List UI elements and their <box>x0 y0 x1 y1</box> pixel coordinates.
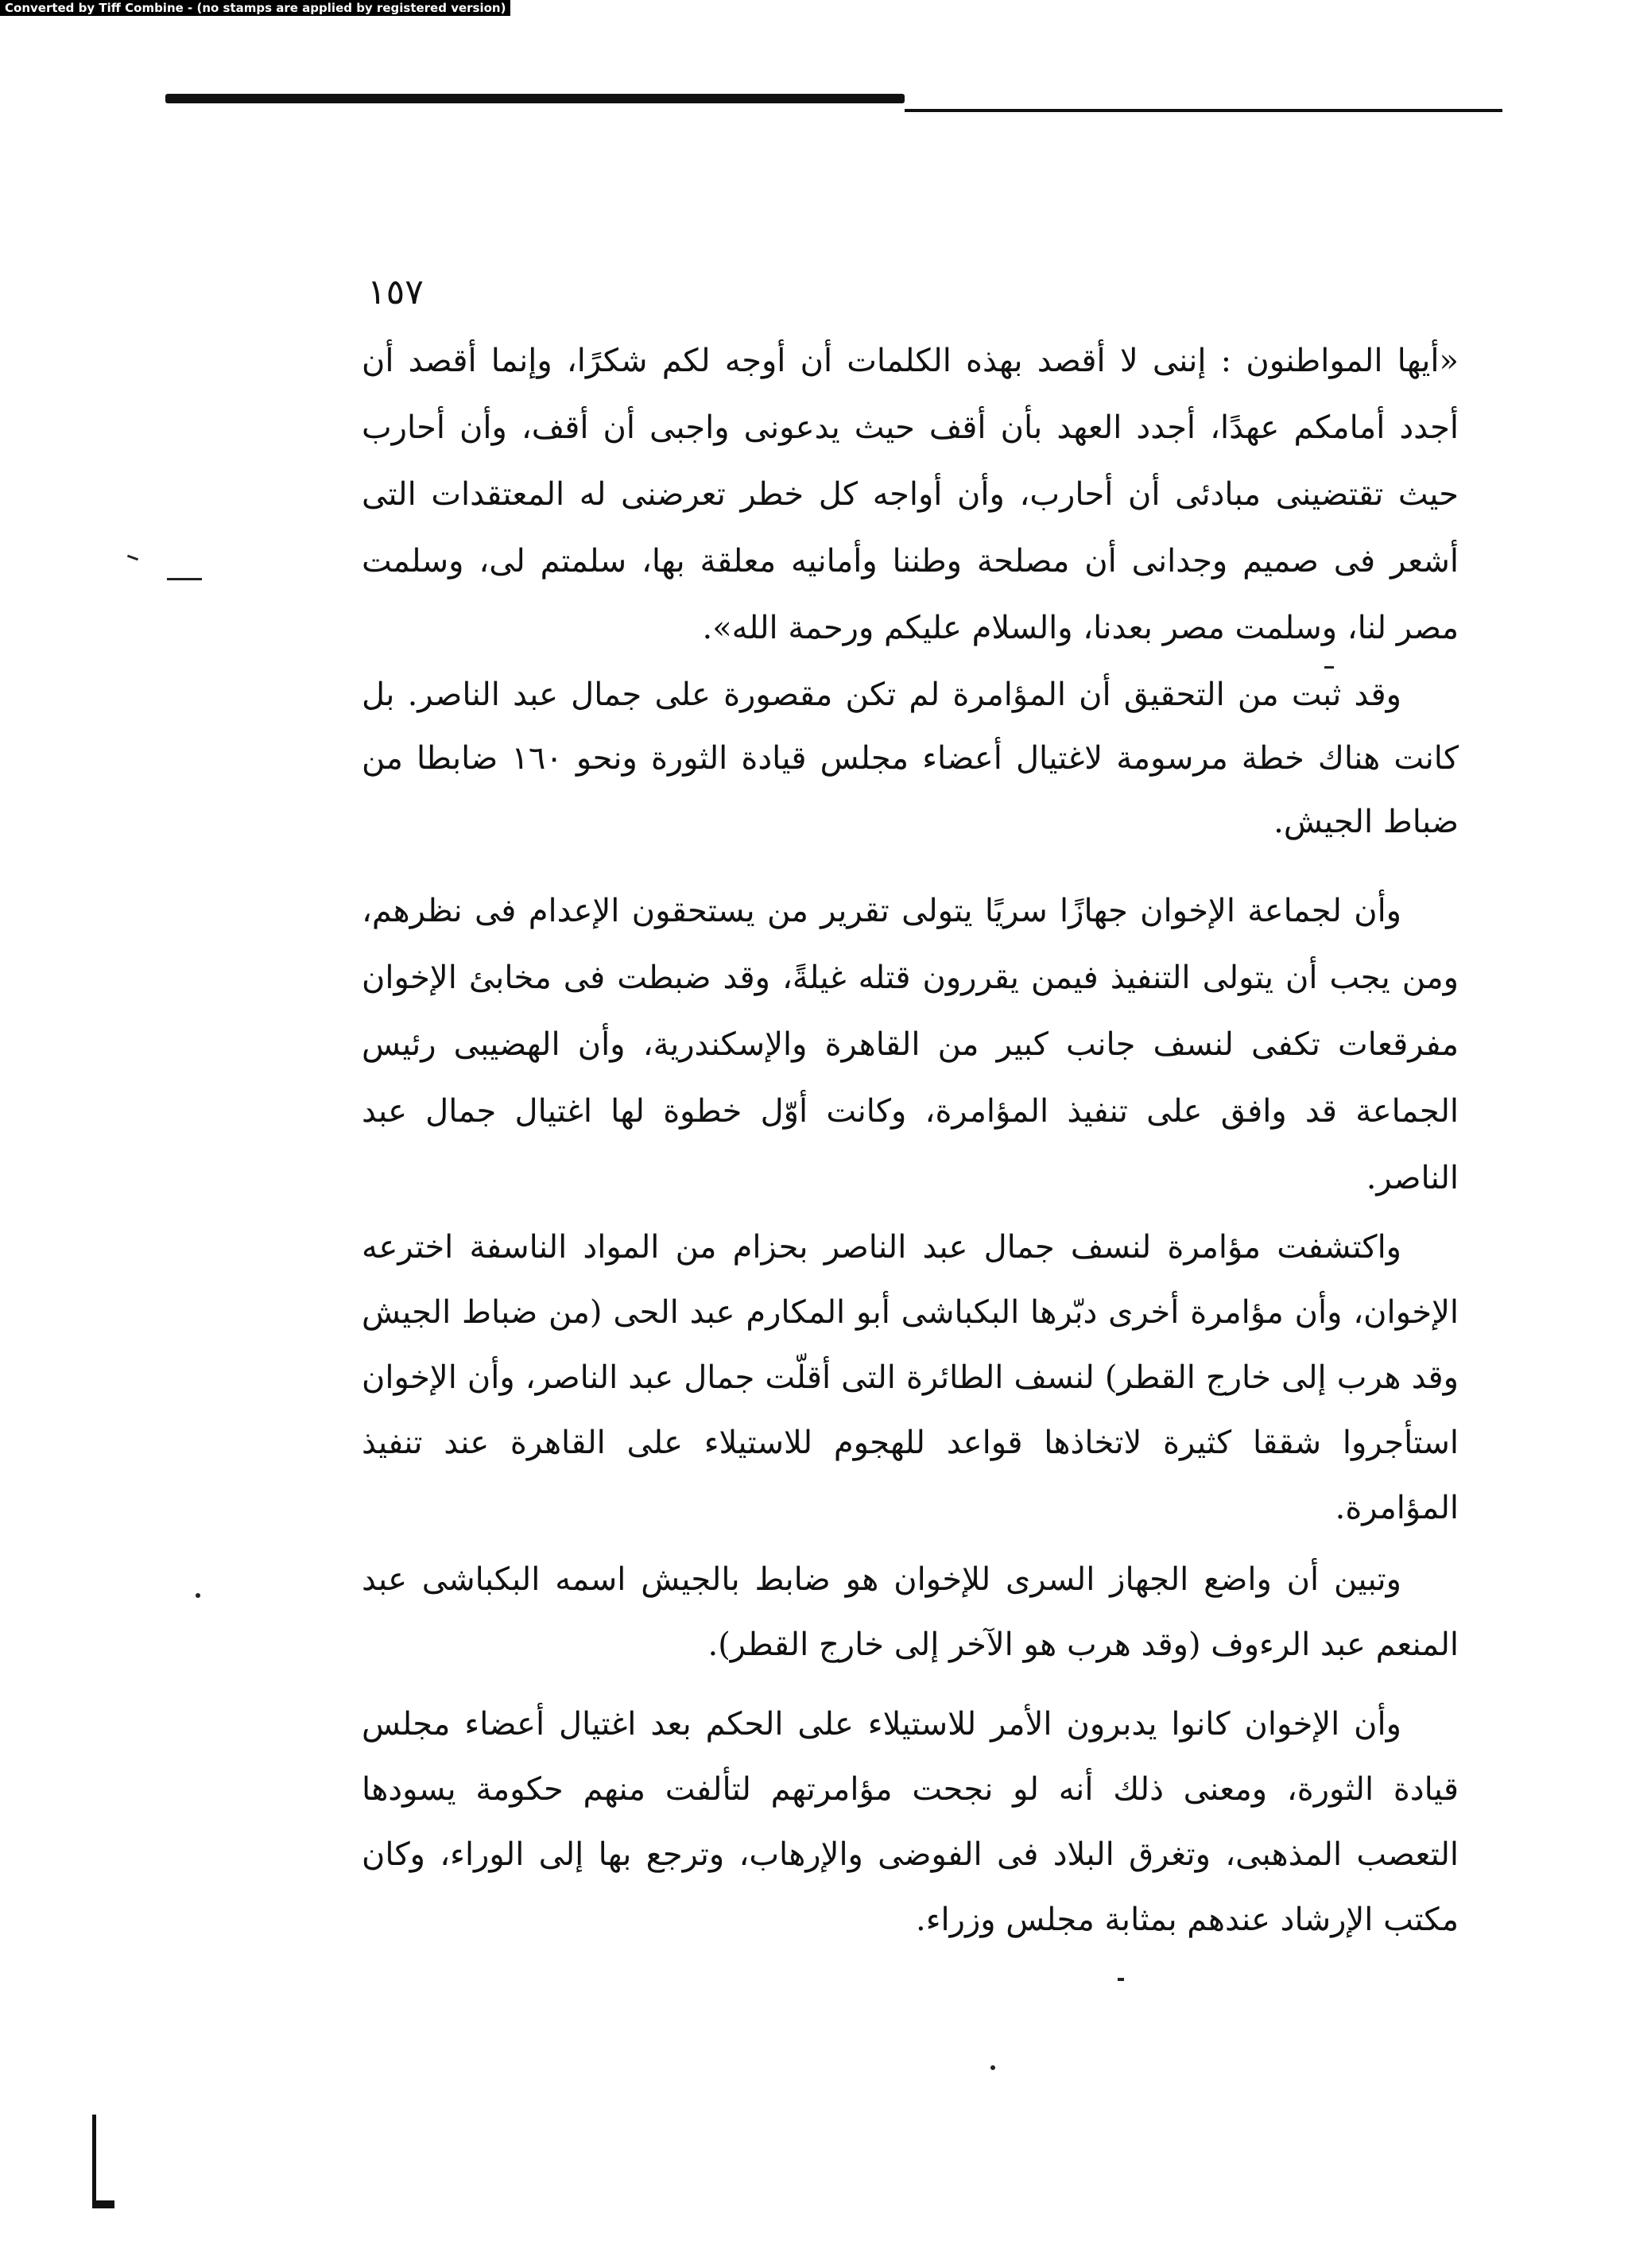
scan-speck <box>167 578 202 580</box>
scan-edge-mark <box>92 2115 96 2208</box>
header-rule-thick <box>165 94 905 103</box>
paragraph-2 <box>362 663 1459 854</box>
paragraph-3-text: وأن لجماعة الإخوان جهازًا سريًا يتولى تقرير من يستحقون الإعدام فى نظرهم، ومن يجب أن يتولى التنفيذ فيمن يقررون قتله غيلةً، وقد ضبطت فى مخابئ الإخوان مفرقعات تكفى لنسف جانب كبير من القاهرة والإسكندرية، وأن الهضيبى رئيس الجماعة قد وافق على تنفيذ المؤامرة، وكانت أوّل خطوة لها اغتيال جمال عبد الناصر. <box>362 893 1459 1196</box>
header-rule-thin <box>905 109 1502 112</box>
paragraph-3 <box>362 878 1459 1212</box>
paragraph-6 <box>362 1692 1459 1952</box>
paragraph-4 <box>362 1215 1459 1541</box>
paragraph-5 <box>362 1547 1459 1677</box>
paragraph-4-text: واكتشفت مؤامرة لنسف جمال عبد الناصر بحزام من المواد الناسفة اخترعه الإخوان، وأن مؤامرة أخرى دبّرها البكباشى أبو المكارم عبد الحى (من ضباط الجيش وقد هرب إلى خارج القطر) لنسف الطائرة التى أقلّت جمال عبد الناصر، وأن الإخوان استأجروا شققا كثيرة لاتخاذها قواعد للهجوم للاستيلاء على القاهرة عند تنفيذ المؤامرة. <box>362 1229 1459 1526</box>
paragraph-6-text: وأن الإخوان كانوا يدبرون الأمر للاستيلاء على الحكم بعد اغتيال أعضاء مجلس قيادة الثورة، ومعنى ذلك أنه لو نجحت مؤامرتهم لتألفت منهم حكومة يسودها التعصب المذهبى، وتغرق البلاد فى الفوضى والإرهاب، وترجع بها إلى الوراء، وكان مكتب الإرشاد عندهم بمثابة مجلس وزراء. <box>362 1706 1459 1938</box>
scan-speck <box>990 2065 995 2070</box>
paragraph-1 <box>362 328 1459 661</box>
scan-speck <box>1324 666 1334 669</box>
scan-speck <box>127 555 138 561</box>
scan-edge-mark <box>92 2200 114 2208</box>
paragraph-2-text: وقد ثبت من التحقيق أن المؤامرة لم تكن مقصورة على جمال عبد الناصر. بل كانت هناك خطة مرسومة لاغتيال أعضاء مجلس قيادة الثورة ونحو ١٦٠ ضابطا من ضباط الجيش. <box>362 677 1459 840</box>
scan-speck <box>1118 1978 1124 1981</box>
paragraph-5-text: وتبين أن واضع الجهاز السرى للإخوان هو ضابط بالجيش اسمه البكباشى عبد المنعم عبد الرءوف (وقد هرب هو الآخر إلى خارج القطر). <box>362 1561 1459 1663</box>
conversion-banner: Converted by Tiff Combine - (no stamps are applied by registered version) <box>0 0 510 16</box>
page-number: ١٥٧ <box>367 272 424 312</box>
paragraph-1-text: «أيها المواطنون : إننى لا أقصد بهذه الكلمات أن أوجه لكم شكرًا، وإنما أقصد أن أجدد أمامكم عهدًا، أجدد العهد بأن أقف حيث يدعونى واجبى أن أقف، وأن أحارب حيث تقتضينى مبادئى أن أحارب، وأن أواجه كل خطر تعرضنى له المعتقدات التى أشعر فى صميم وجدانى أن مصلحة وطننا وأمانيه معلقة بها، سلمتم لى، وسلمت مصر لنا، وسلمت مصر بعدنا، والسلام عليكم ورحمة الله». <box>362 343 1459 646</box>
scan-speck <box>196 1593 200 1598</box>
